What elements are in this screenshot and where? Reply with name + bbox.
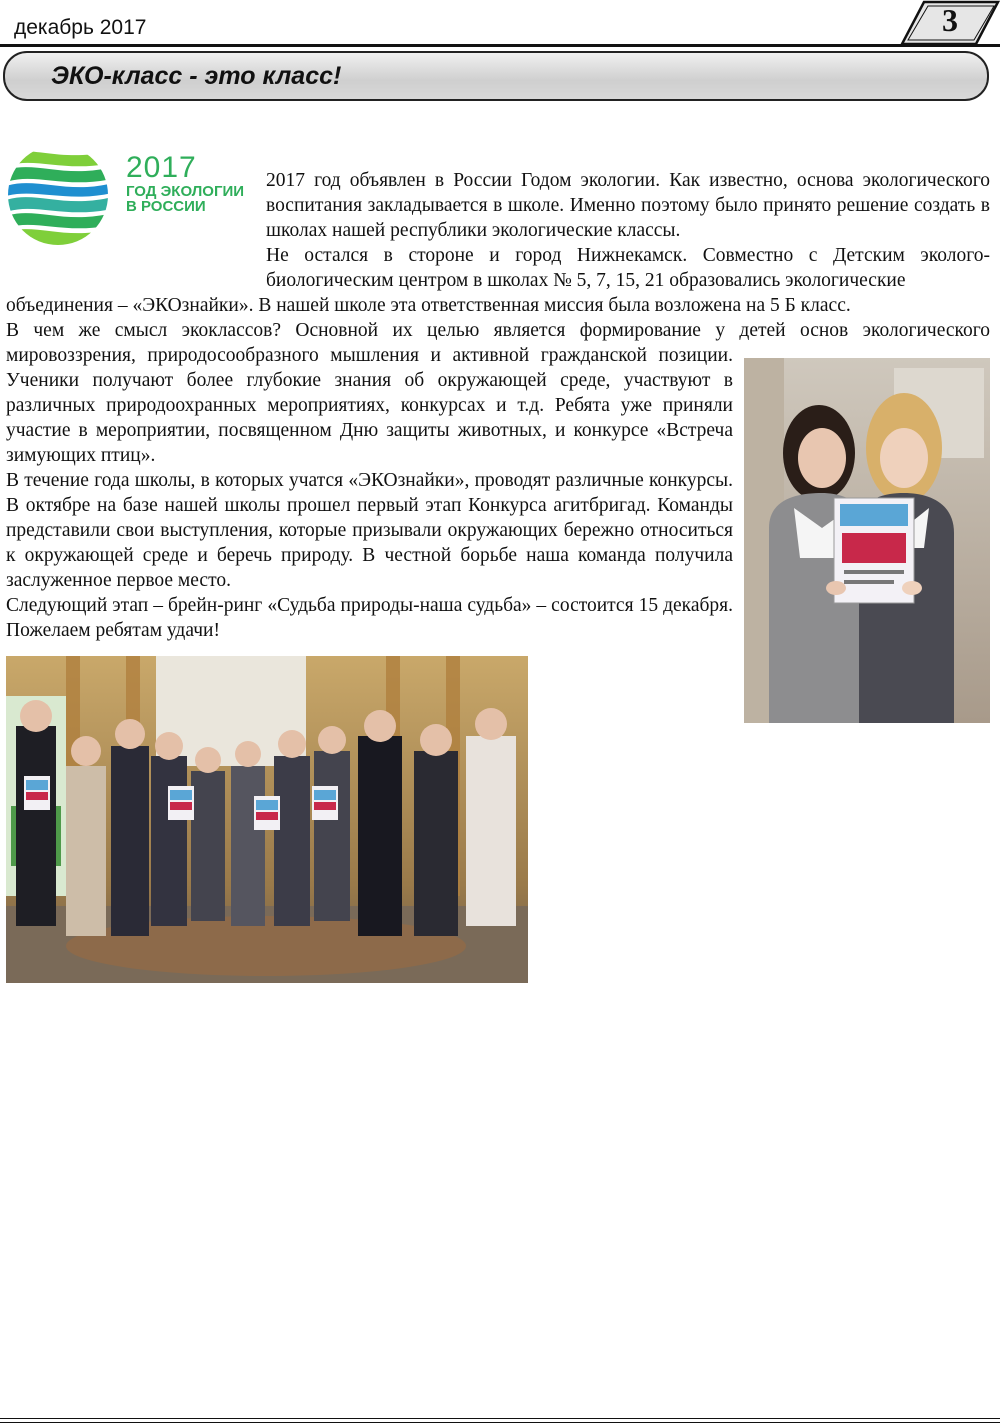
paragraph-3-start: В чем же смысл экоклассов? Основной их целью является формирование у детей основ экологического	[6, 320, 990, 341]
logo-wordmark	[126, 152, 244, 215]
paragraph-5: Следующий этап – брейн-ринг «Судьба природы-наша судьба» – состоится 15 декабря. Пожелаем ребятам удачи!	[6, 595, 733, 641]
paragraph-4: В течение года школы, в которых учатся «ЭКОзнайки», проводят различные конкурсы. В октябре на базе нашей школы прошел первый этап Конкурса агитбригад. Команды представили свои выступления, которые призывали окружающих бережно относиться к окружающей среде и беречь природу. В честной борьбе наша команда получила заслуженное первое место.	[6, 470, 733, 591]
paragraph-2-continued: объединения – «ЭКОзнайки». В нашей школе эта ответственная миссия была возложена на 5 Б класс.	[6, 295, 851, 316]
year-of-ecology-logo	[6, 140, 256, 250]
logo-emblem-icon	[6, 140, 116, 250]
article-title: ЭКО-класс - это класс!	[51, 62, 342, 90]
logo-line-1: ГОД ЭКОЛОГИИ	[126, 182, 245, 200]
footer-rule-secondary	[0, 1422, 1000, 1423]
article-title-bar	[3, 51, 989, 101]
paragraph-1: 2017 год объявлен в России Годом экологии. Как известно, основа экологического воспитания закладывается в школе. Именно поэтому было принято решение создать в школах нашей республики экологические классы.	[266, 170, 990, 241]
photo-group-image	[6, 656, 528, 983]
page-number: 3	[942, 2, 958, 38]
issue-date: декабрь 2017	[14, 16, 147, 39]
logo-line-2: В РОССИИ	[126, 198, 206, 216]
paragraph-3-continued: мировоззрения, природосообразного мышления и активной гражданской позиции. Ученики получают более глубокие знания об окружающей среде, участвуют в различных природоохранных мероприятиях, конкурсах и т.д. Ребята уже приняли участие в мероприятии, посвященном Дню защиты животных, и конкурсе «Встреча зимующих птиц».	[6, 345, 733, 466]
header-rule	[0, 44, 1000, 47]
photo-two-girls-with-diplomas	[744, 358, 990, 723]
photo-two-girls-image	[744, 358, 990, 723]
logo-year: 2017	[126, 151, 197, 184]
footer-rule	[0, 1418, 1000, 1419]
page-number-badge	[900, 0, 1000, 46]
photo-group-of-students	[6, 656, 528, 983]
paragraph-2: Не остался в стороне и город Нижнекамск. Совместно с Детским эколого-биологическим центром в школах № 5, 7, 15, 21 образовались экологические	[266, 245, 990, 291]
